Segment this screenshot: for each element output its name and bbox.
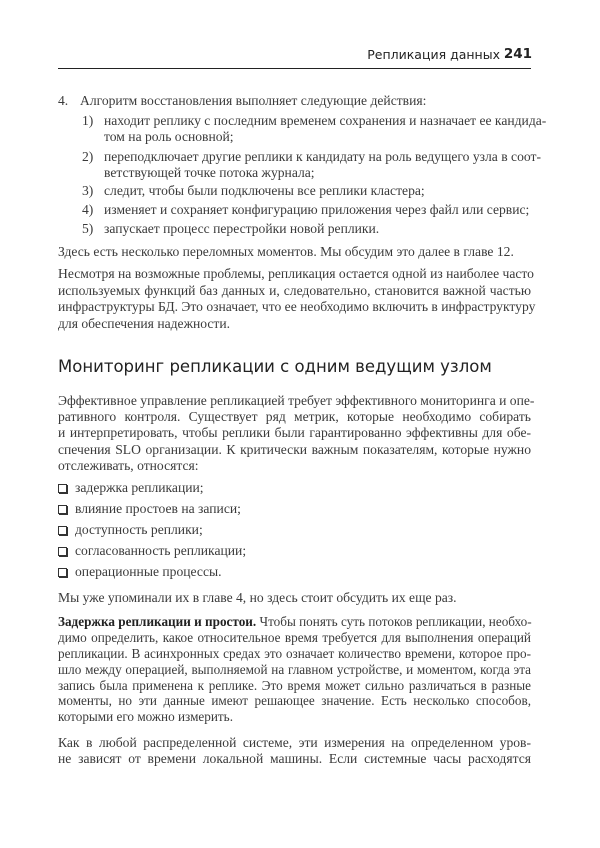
square-bullet-icon: [58, 505, 67, 514]
text-line: ветствующей точке потока журнала;: [104, 165, 315, 181]
substep-number: 5): [82, 221, 94, 236]
text-line: и интерпретировать, чтобы реплики были гарантированно эффективны для обе-: [58, 425, 531, 441]
text-line: ративного контроля. Существует ряд метрик, которые необходимо собирать: [58, 409, 531, 425]
text-line: том на роль основной;: [104, 129, 234, 145]
bullet-text: доступность реплики;: [75, 522, 203, 537]
text-line: Эффективное управление репликацией требует эффективного мониторинга и опе-: [58, 393, 535, 408]
substep-number: 3): [82, 183, 94, 198]
text-line: моменты, но эти данные имеют решающее значение. Есть несколько способов,: [58, 693, 531, 709]
text-line: шло между операцией, выполняемой на главном устройстве, и моментом, когда эта: [58, 661, 531, 677]
substep-number: 4): [82, 202, 94, 217]
square-bullet-icon: [58, 547, 67, 556]
run-in-heading: Задержка репликации и простои.: [58, 614, 257, 629]
bullet-text: операционные процессы.: [75, 564, 222, 579]
page-number: 241: [503, 46, 532, 62]
text-line: отслеживать, относятся:: [58, 457, 199, 473]
text-line: не зависят от времени локальной машины. Если системные часы расходятся: [58, 751, 531, 767]
bullet-text: задержка репликации;: [75, 480, 204, 495]
header-rule: [58, 68, 531, 69]
text-line: спечения SLO организации. К критически важным показателям, которые нужно: [58, 441, 531, 457]
text-line: репликации. В асинхронных средах это означает количество времени, которое про-: [58, 645, 531, 661]
substep-number: 2): [82, 149, 94, 164]
square-bullet-icon: [58, 526, 67, 535]
text-line: используемых функций баз данных и, следовательно, становится важной частью: [58, 282, 531, 298]
text-line: инфраструктуры БД. Это означает, что ее необходимо включить в инфраструктуру: [58, 299, 536, 314]
text-line: Мы уже упоминали их в главе 4, но здесь стоит обсудить их еще раз.: [58, 590, 457, 605]
text-line: которыми его можно измерить.: [58, 709, 233, 725]
text-line: Здесь есть несколько переломных моментов. Мы обсудим это далее в главе 12.: [58, 244, 514, 259]
bullet-text: влияние простоев на записи;: [75, 501, 241, 516]
substep-number: 1): [82, 113, 94, 128]
text-line: запись была применена к реплике. Это время может сильно различаться в разные: [58, 677, 531, 693]
section-heading: Мониторинг репликации с одним ведущим узлом: [58, 357, 492, 376]
paragraph: [58, 393, 535, 474]
text-line: для обеспечения надежности.: [58, 315, 231, 331]
substep-1: [82, 113, 547, 145]
text-line: изменяет и сохраняет конфигурацию приложения через файл или сервис;: [104, 202, 530, 217]
paragraph: [58, 614, 531, 725]
substep-2: [82, 149, 541, 181]
text-line: димо определить, какое относительное время требуется для выполнения операций: [58, 629, 531, 645]
paragraph: [58, 735, 531, 767]
text-line: переподключает другие реплики к кандидату на роль ведущего узла в соот-: [104, 149, 541, 164]
paragraph: [58, 244, 531, 260]
text-line: Как в любой распределенной системе, эти измерения на определенном уров-: [58, 735, 531, 750]
text-line: запускает процесс перестройки новой реплики.: [104, 221, 380, 236]
paragraph: [58, 590, 531, 606]
bullet-text: согласованность репликации;: [75, 543, 247, 558]
step-text: Алгоритм восстановления выполняет следующие действия:: [80, 93, 427, 108]
substep-5: [82, 221, 531, 237]
square-bullet-icon: [58, 568, 67, 577]
text-line: Чтобы понять суть потоков репликации, необхо-: [256, 614, 532, 629]
substep-3: [82, 183, 531, 199]
step-number: 4.: [58, 93, 69, 108]
running-header-title: Репликация данных: [367, 47, 500, 62]
text-line: Несмотря на возможные проблемы, репликация остается одной из наиболее часто: [58, 266, 534, 281]
paragraph: [58, 266, 536, 332]
square-bullet-icon: [58, 484, 67, 493]
text-line: следит, чтобы были подключены все реплики кластера;: [104, 183, 425, 198]
substep-4: [82, 202, 531, 218]
text-line: находит реплику с последним временем сохранения и назначает ее кандида-: [104, 113, 547, 128]
